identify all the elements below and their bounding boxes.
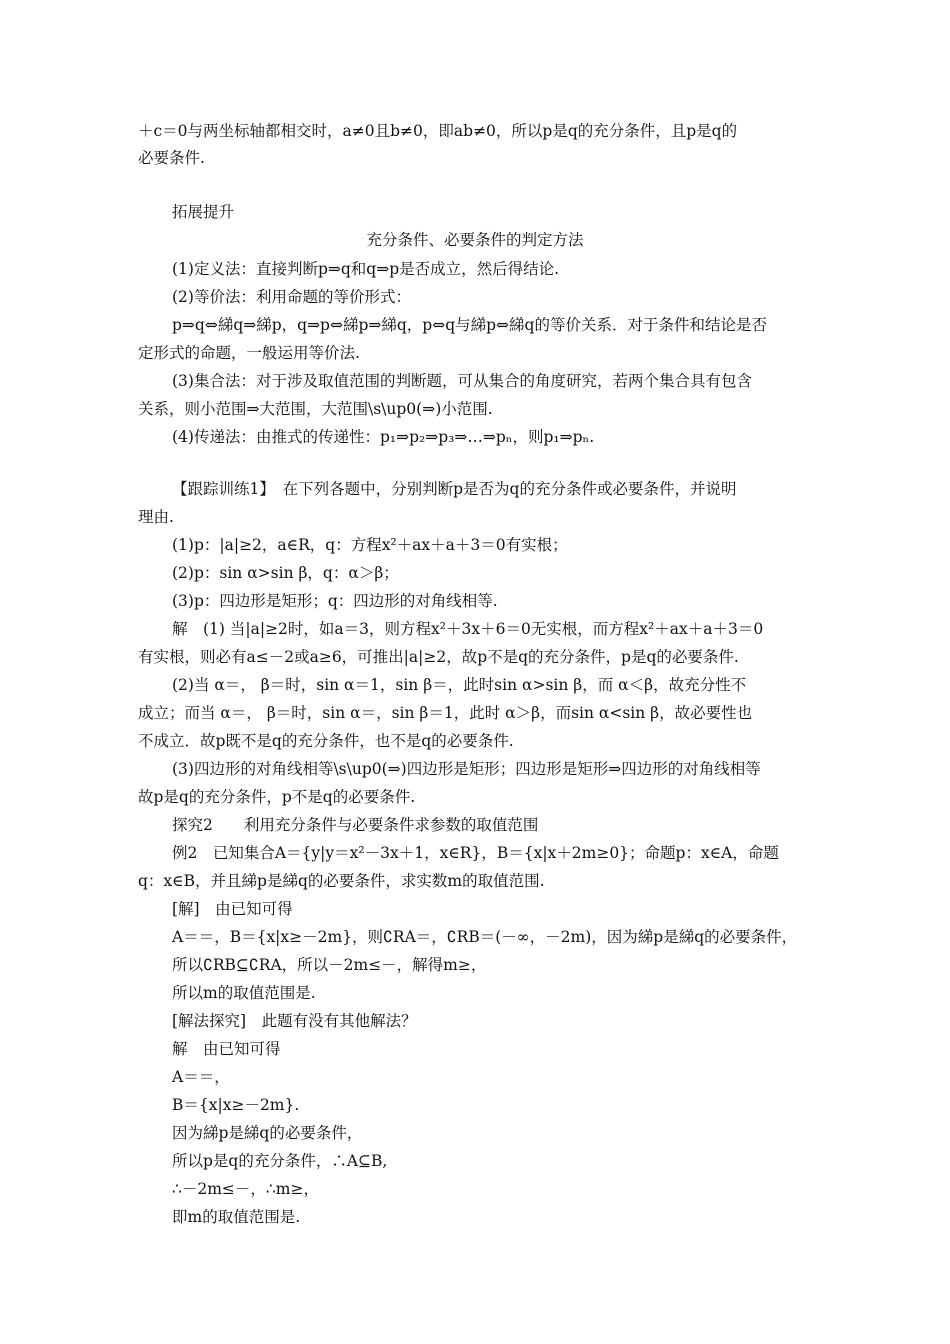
section-heading: 探究2 利用充分条件与必要条件求参数的取值范围	[172, 816, 539, 834]
text-line: 有实根，则必有a≤－2或a≥6，可推出|a|≥2，故p不是q的充分条件，p是q的必要条件.	[138, 648, 739, 666]
text-line: (1)定义法：直接判断p⇒q和q⇒p是否成立，然后得结论.	[172, 260, 560, 278]
text-line: (3)四边形的对角线相等\s\up0(⇒)四边形是矩形；四边形是矩形⇒四边形的对角线相等	[172, 760, 761, 778]
text-line: 解 (1) 当|a|≥2时，如a＝3，则方程x²＋3x＋6＝0无实根，而方程x²＋ax＋a＋3＝0	[172, 620, 764, 638]
text-line: 因为綈p是綈q的必要条件，	[172, 1124, 363, 1142]
text-line: 所以m的取值范围是.	[172, 984, 316, 1002]
section-title: 充分条件、必要条件的判定方法	[366, 231, 584, 249]
text-line: 所以p是q的充分条件，∴A⊆B,	[172, 1152, 388, 1170]
text-line: 所以∁RB⊆∁RA，所以－2m≤－，解得m≥，	[172, 956, 487, 974]
text-line: q：x∈B，并且綈p是綈q的必要条件，求实数m的取值范围.	[138, 872, 545, 890]
section-heading: 拓展提升	[172, 203, 235, 221]
text-line: [解法探究] 此题有没有其他解法？	[172, 1012, 417, 1030]
text-line: A＝＝，B＝{x|x≥－2m}，则∁RA＝，∁RB＝(－∞，－2m)，因为綈p是綈q的必要条件，	[172, 928, 798, 946]
text-line: (1)p：|a|≥2，a∈R，q：方程x²＋ax＋a＋3＝0有实根；	[172, 536, 568, 554]
text-line: A＝＝，	[172, 1068, 230, 1086]
text-line: 定形式的命题，一般运用等价法.	[138, 344, 360, 362]
text-line: 不成立．故p既不是q的充分条件，也不是q的必要条件.	[138, 732, 514, 750]
text-line: (3)p：四边形是矩形；q：四边形的对角线相等.	[172, 592, 498, 610]
text-line: 理由.	[138, 508, 174, 526]
text-line: ＋c＝0与两坐标轴都相交时，a≠0且b≠0，即ab≠0，所以p是q的充分条件，且p是q的	[138, 122, 738, 140]
text-line: (4)传递法：由推式的传递性：p₁⇒p₂⇒p₃⇒…⇒pₙ，则p₁⇒pₙ.	[172, 428, 595, 446]
text-line: (3)集合法：对于涉及取值范围的判断题，可从集合的角度研究，若两个集合具有包含	[172, 372, 752, 390]
text-line: [解] 由已知可得	[172, 900, 293, 918]
text-line: 关系，则小范围⇒大范围，大范围\s\up0(⇒)小范围.	[138, 400, 493, 418]
text-line: 例2 已知集合A＝{y|y＝x²－3x＋1，x∈R}，B＝{x|x＋2m≥0}；命题p：x∈A，命题	[172, 844, 779, 862]
text-line: B＝{x|x≥－2m}.	[172, 1096, 300, 1114]
text-line: (2)当 α＝， β＝时，sin α＝1，sin β＝，此时sin α>sin β，而 α＜β，故充分性不	[172, 676, 747, 694]
text-line: 解 由已知可得	[172, 1040, 281, 1058]
exercise-heading: 【跟踪训练1】 在下列各题中，分别判断p是否为q的充分条件或必要条件，并说明	[172, 480, 737, 498]
text-line: 即m的取值范围是.	[172, 1208, 301, 1226]
text-line: 必要条件.	[138, 149, 205, 167]
text-line: (2)p：sin α>sin β，q：α＞β；	[172, 564, 399, 582]
text-line: 成立；而当 α＝， β＝时，sin α＝，sin β＝1，此时 α＞β，而sin α<sin β，故必要性也	[138, 704, 753, 722]
text-line: p⇒q⇔綈q⇒綈p，q⇒p⇔綈p⇒綈q，p⇔q与綈p⇔綈q的等价关系．对于条件和结论是否	[172, 316, 767, 334]
text-line: ∴－2m≤－，∴m≥，	[172, 1180, 319, 1198]
text-line: 故p是q的充分条件，p不是q的必要条件.	[138, 788, 416, 806]
text-line: (2)等价法：利用命题的等价形式：	[172, 288, 411, 306]
